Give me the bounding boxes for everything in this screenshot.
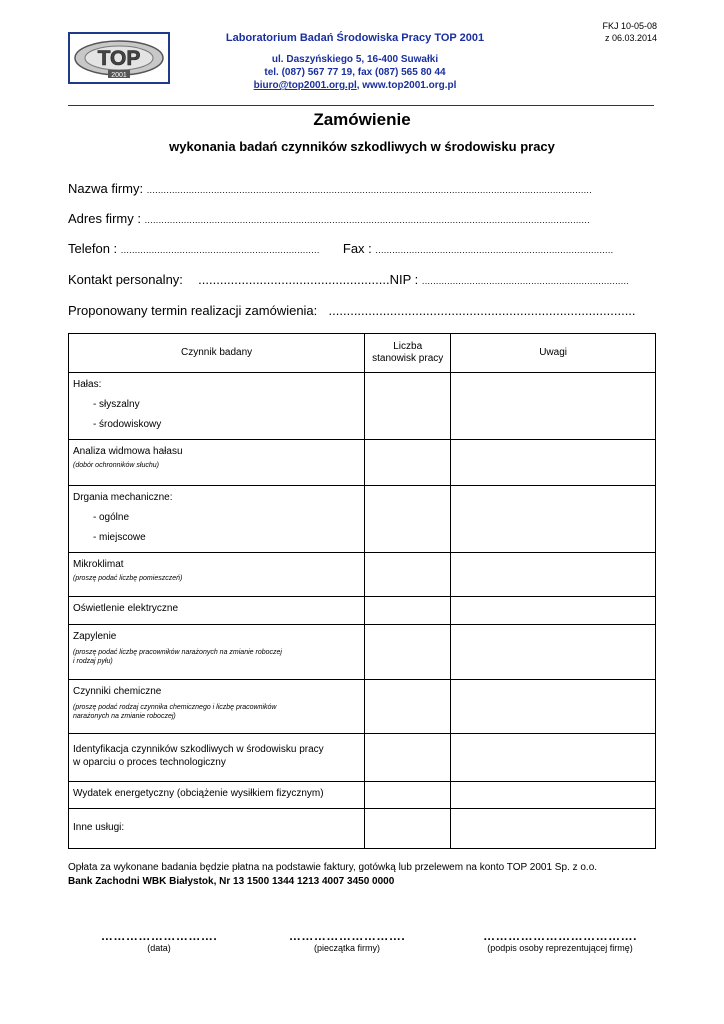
logo-year: 2001: [111, 72, 127, 79]
company-name-field[interactable]: [68, 181, 656, 196]
payment-info: Opłata za wykonane badania będzie płatna na podstawie faktury, gotówką lub przelewem na konto TOP 2001 Sp. z o.o.: [68, 862, 598, 873]
spectral-notes-cell[interactable]: [451, 440, 656, 486]
table-row-noise: Hałas: - słyszalny - środowiskowy: [69, 373, 656, 440]
fax-dots: .....................................................................................: [375, 245, 614, 255]
date-dots: ……………………….: [100, 929, 218, 943]
header-factor: Czynnik badany: [69, 334, 365, 373]
noise-notes-cell[interactable]: [451, 373, 656, 440]
company-logo: [68, 32, 170, 84]
page-subtitle: wykonania badań czynników szkodliwych w środowisku pracy: [169, 139, 555, 154]
logo-text: TOP: [97, 47, 141, 70]
energy-notes-cell[interactable]: [451, 782, 656, 809]
contact-separator: ,: [356, 80, 363, 91]
table-row-dust: [69, 625, 656, 680]
company-name-dots: ...............................................................................................................................................................: [146, 185, 593, 195]
contact-nip-field[interactable]: [68, 272, 656, 287]
chemical-note-line1: (proszę podać rodzaj czynnika chemicznego i liczbę pracowników: [73, 704, 277, 711]
deadline-field[interactable]: [68, 303, 656, 318]
identification-line1: Identyfikacja czynników szkodliwych w środowisku pracy: [73, 744, 324, 755]
vibration-stations-cell[interactable]: [365, 486, 451, 553]
energy-stations-cell[interactable]: [365, 782, 451, 809]
phone-fax-field[interactable]: [68, 241, 656, 256]
signature-sign[interactable]: [460, 929, 660, 953]
lighting-stations-cell[interactable]: [365, 597, 451, 625]
form-code-block: [602, 20, 657, 44]
table-row-spectral: [69, 440, 656, 486]
header-stations-line1: Liczba: [393, 341, 423, 352]
other-notes-cell[interactable]: [451, 809, 656, 849]
identification-line2: w oparciu o proces technologiczny: [73, 757, 226, 768]
sign-dots: ……………………………….: [483, 929, 637, 943]
table-row-lighting: [69, 597, 656, 625]
table-row-vibration: Drgania mechaniczne: - ogólne - miejscowe: [69, 486, 656, 553]
lab-contact: [200, 53, 510, 92]
fax-label: Fax :: [342, 241, 372, 256]
factors-table: [68, 333, 656, 849]
stamp-dots: ……………………….: [288, 929, 406, 943]
header-divider: [68, 105, 654, 106]
lab-address: ul. Daszyńskiego 5, 16-400 Suwałki: [271, 54, 439, 65]
chemical-notes-cell[interactable]: [451, 680, 656, 734]
other-label: Inne usługi:: [73, 822, 125, 833]
table-header-row: [69, 334, 656, 373]
dust-note-line1: (proszę podać liczbę pracowników narażonych na zmianie roboczej: [73, 649, 282, 656]
header-stations-line2: stanowisk pracy: [372, 353, 444, 364]
phone-label: Telefon :: [68, 241, 118, 256]
chemical-label: Czynniki chemiczne: [73, 686, 162, 697]
vibration-notes-cell[interactable]: [451, 486, 656, 553]
spectral-note: (dobór ochronników słuchu): [73, 462, 159, 469]
bank-info: Bank Zachodni WBK Białystok, Nr 13 1500 1344 1213 4007 3450 0000: [68, 876, 395, 887]
table-row-chemical: [69, 680, 656, 734]
identification-stations-cell[interactable]: [365, 734, 451, 782]
phone-dots: .......................................................................: [120, 245, 320, 255]
website-link[interactable]: www.top2001.org.pl: [362, 80, 457, 91]
lab-web: [200, 79, 510, 92]
deadline-label: Proponowany termin realizacji zamówienia:: [68, 303, 318, 318]
noise-stations-cell[interactable]: [365, 373, 451, 440]
page-title: Zamówienie: [313, 110, 411, 129]
table-row-energy: [69, 782, 656, 809]
table-row-microclimate: [69, 553, 656, 597]
identification-notes-cell[interactable]: [451, 734, 656, 782]
signature-stamp[interactable]: [272, 929, 422, 953]
vibration-label: Drgania mechaniczne:: [73, 492, 173, 503]
noise-label: Hałas:: [73, 379, 102, 390]
microclimate-label: Mikroklimat: [73, 559, 124, 570]
lighting-notes-cell[interactable]: [451, 597, 656, 625]
microclimate-notes-cell[interactable]: [451, 553, 656, 597]
microclimate-stations-cell[interactable]: [365, 553, 451, 597]
spectral-label: Analiza widmowa hałasu: [73, 446, 183, 457]
table-row-identification: [69, 734, 656, 782]
contact-label: Kontakt personalny:: [68, 272, 183, 287]
other-stations-cell[interactable]: [365, 809, 451, 849]
noise-environmental: środowiskowy: [99, 419, 162, 430]
dust-notes-cell[interactable]: [451, 625, 656, 680]
company-name-label: Nazwa firmy:: [68, 181, 144, 196]
company-address-dots: ...............................................................................................................................................................: [144, 215, 590, 225]
deadline-dots: .....................................................................................: [328, 303, 636, 318]
header-stations: [365, 334, 451, 373]
noise-audible: słyszalny: [99, 399, 140, 410]
spectral-stations-cell[interactable]: [365, 440, 451, 486]
contact-dots: .....................................................: [198, 272, 390, 287]
sign-label: (podpis osoby reprezentującej firmę): [487, 943, 633, 953]
form-code: FKJ 10-05-08: [602, 21, 657, 31]
lighting-label: Oświetlenie elektryczne: [73, 603, 179, 614]
lab-phone: tel. (087) 567 77 19, fax (087) 565 80 44: [264, 67, 446, 78]
lab-name: Laboratorium Badań Środowiska Pracy TOP 2001: [225, 32, 485, 44]
energy-label: Wydatek energetyczny (obciążenie wysiłkiem fizycznym): [73, 788, 324, 799]
vibration-general: ogólne: [99, 512, 130, 523]
signature-date[interactable]: [84, 929, 234, 953]
nip-dots: ..........................................................................: [421, 276, 630, 286]
microclimate-note: (proszę podać liczbę pomieszczeń): [73, 575, 183, 582]
stamp-label: (pieczątka firmy): [313, 943, 380, 953]
chemical-stations-cell[interactable]: [365, 680, 451, 734]
table-row-other: [69, 809, 656, 849]
form-date: z 06.03.2014: [604, 33, 657, 43]
dust-label: Zapylenie: [73, 631, 117, 642]
dust-note-line2: i rodzaj pyłu): [73, 658, 113, 665]
date-label: (data): [147, 943, 171, 953]
nip-label: NIP :: [389, 272, 419, 287]
chemical-note-line2: narażonych na zmianie roboczej): [73, 713, 176, 720]
logo-icon: [70, 34, 168, 82]
company-address-label: Adres firmy :: [68, 211, 141, 226]
vibration-local: miejscowe: [99, 532, 146, 543]
dust-stations-cell[interactable]: [365, 625, 451, 680]
header-notes: Uwagi: [451, 334, 656, 373]
email-link[interactable]: biuro@top2001.org.pl: [253, 80, 357, 91]
company-address-field[interactable]: [68, 211, 656, 226]
